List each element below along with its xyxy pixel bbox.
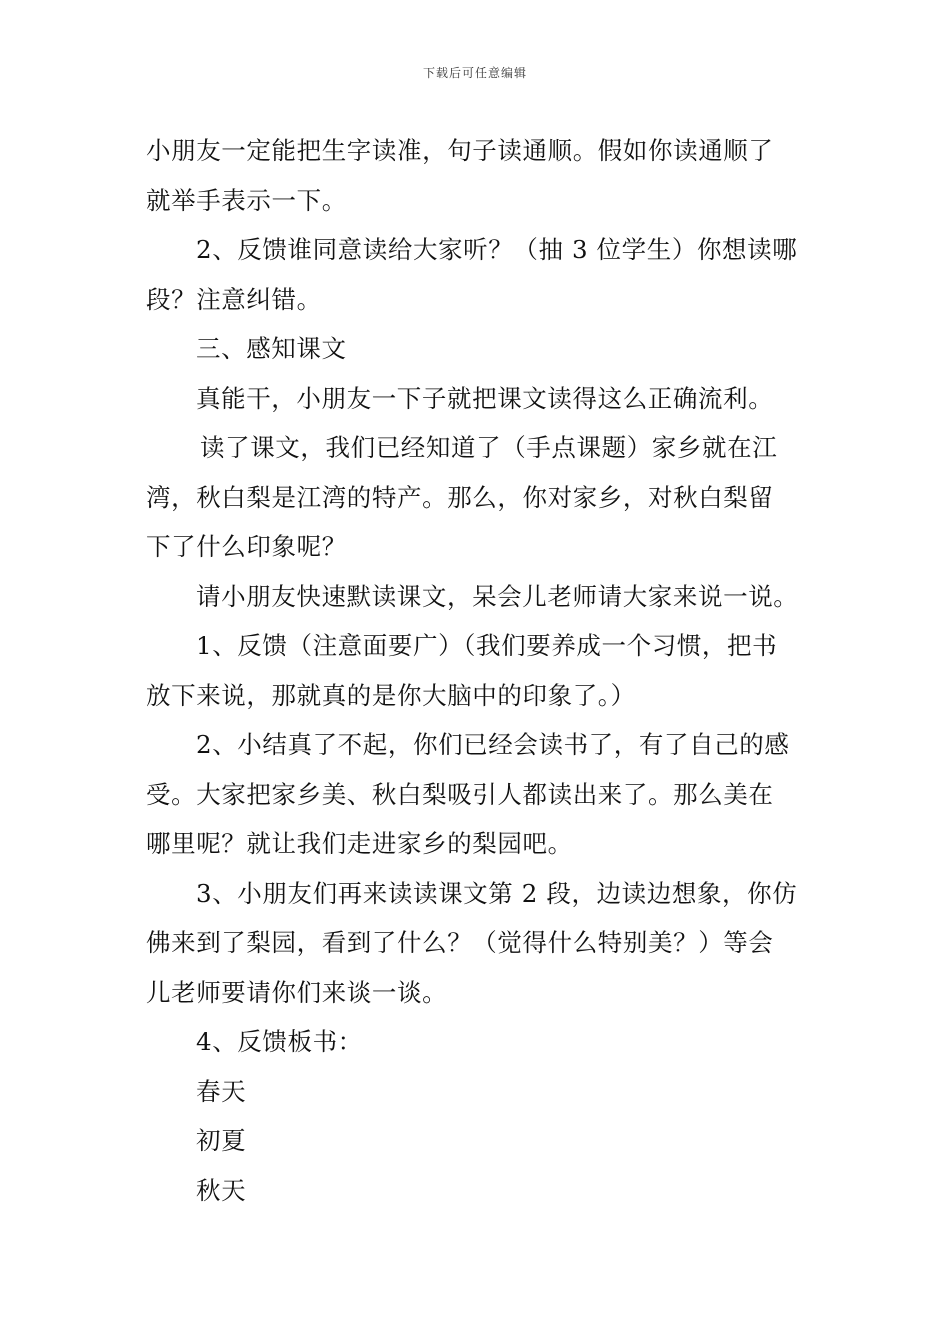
paragraph-line: 小朋友一定能把生字读准，句子读通顺。假如你读通顺了	[146, 136, 774, 165]
paragraph-line: 湾，秋白梨是江湾的特产。那么，你对家乡，对秋白梨留	[146, 482, 774, 512]
paragraph-line: 1、反馈（注意面要广）（我们要养成一个习惯，把书	[196, 631, 778, 660]
board-item: 初夏	[196, 1126, 247, 1155]
page-header: 下载后可任意编辑	[422, 66, 527, 80]
paragraph-line: 真能干，小朋友一下子就把课文读得这么正确流利。	[196, 383, 774, 413]
paragraph-line: 读了课文，我们已经知道了（手点课题）家乡就在江	[200, 433, 778, 462]
paragraph-line: 2、反馈谁同意读给大家听？（抽 3 位学生）你想读哪	[196, 235, 798, 264]
paragraph-line: 段？注意纠错。	[146, 284, 322, 314]
document-body	[146, 126, 812, 1215]
paragraph-line: 放下来说，那就真的是你大脑中的印象了。）	[146, 680, 636, 710]
paragraph-line: 哪里呢？就让我们走进家乡的梨园吧。	[146, 829, 573, 858]
paragraph-line: 受。大家把家乡美、秋白梨吸引人都读出来了。那么美在	[146, 779, 774, 809]
paragraph-line: 下了什么印象呢？	[146, 532, 347, 561]
paragraph-line: 2、小结真了不起，你们已经会读书了，有了自己的感	[196, 730, 790, 759]
paragraph-line: 请小朋友快速默读课文，呆会儿老师请大家来说一说。	[196, 581, 799, 611]
paragraph-line: 儿老师要请你们来谈一谈。	[146, 977, 448, 1007]
section-heading: 三、感知课文	[196, 334, 347, 363]
paragraph-line: 4、反馈板书：	[196, 1027, 363, 1056]
paragraph-line: 就举手表示一下。	[146, 185, 347, 215]
paragraph-line: 佛来到了梨园，看到了什么？（觉得什么特别美？）等会	[146, 928, 774, 957]
board-item: 秋天	[196, 1175, 247, 1205]
board-item: 春天	[196, 1076, 247, 1106]
paragraph-line: 3、小朋友们再来读读课文第 2 段，边读边想象，你仿	[196, 878, 798, 908]
